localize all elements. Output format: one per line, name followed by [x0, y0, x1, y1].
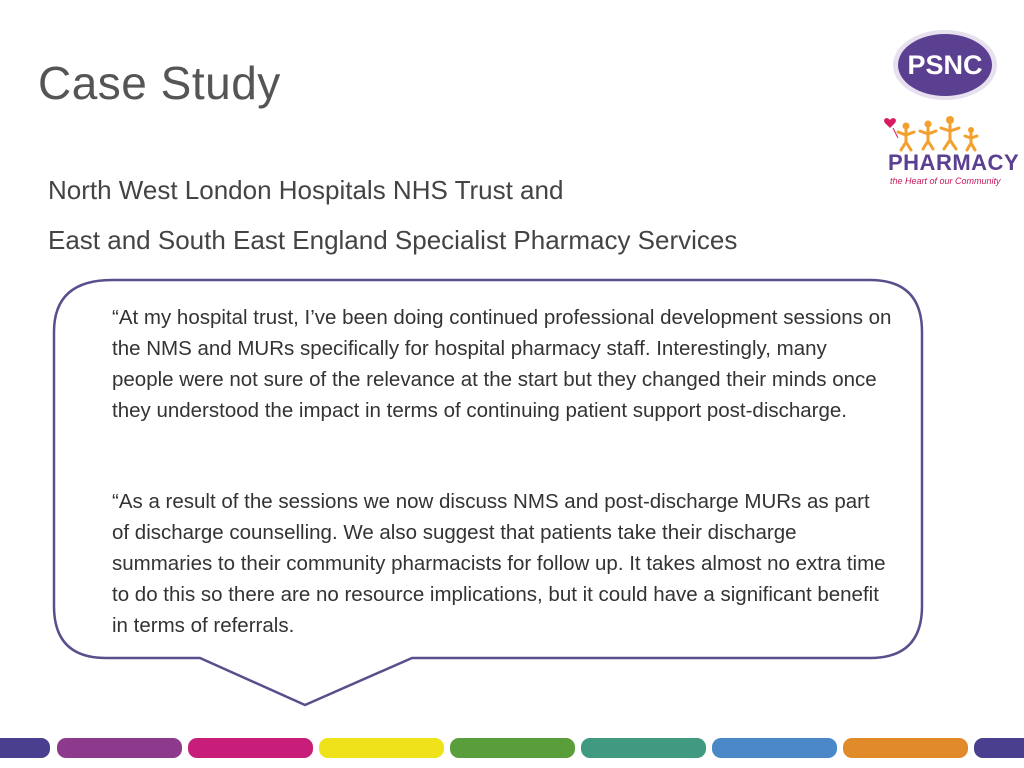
footer-color-bar — [450, 738, 575, 758]
quote-paragraph-1: “At my hospital trust, I’ve been doing continued professional development sessions on the NMS and MURs specifically for hospital pharmacy staff. Interestingly, many people were not sure of the relevance at the start but they changed their minds once they understood the impact in terms of continuing patient support post-discharge. — [112, 306, 892, 422]
subtitle-line-2: East and South East England Specialist Pharmacy Services — [48, 225, 738, 255]
footer-color-bar — [0, 738, 50, 758]
footer-color-bar — [188, 738, 313, 758]
footer-color-bar — [581, 738, 706, 758]
footer-color-bar — [712, 738, 837, 758]
subtitle-line-1: North West London Hospitals NHS Trust and — [48, 175, 564, 205]
pharmacy-logo-tagline: the Heart of our Community — [890, 176, 1001, 186]
quote-paragraph-2: “As a result of the sessions we now discuss NMS and post-discharge MURs as part of discharge counselling. We also suggest that patients take their discharge summaries to their community pharmacists for follow up. It takes almost no extra time to do this so there are no resource implications, but it could have a significant benefit in terms of referrals. — [112, 490, 886, 637]
footer-color-bar — [319, 738, 444, 758]
page-title: Case Study — [38, 57, 281, 109]
psnc-logo-text: PSNC — [907, 50, 983, 80]
footer-color-bar — [974, 738, 1024, 758]
footer-color-bar — [843, 738, 968, 758]
pharmacy-logo-word: PHARMACY — [888, 150, 1020, 175]
footer-color-bar — [57, 738, 182, 758]
